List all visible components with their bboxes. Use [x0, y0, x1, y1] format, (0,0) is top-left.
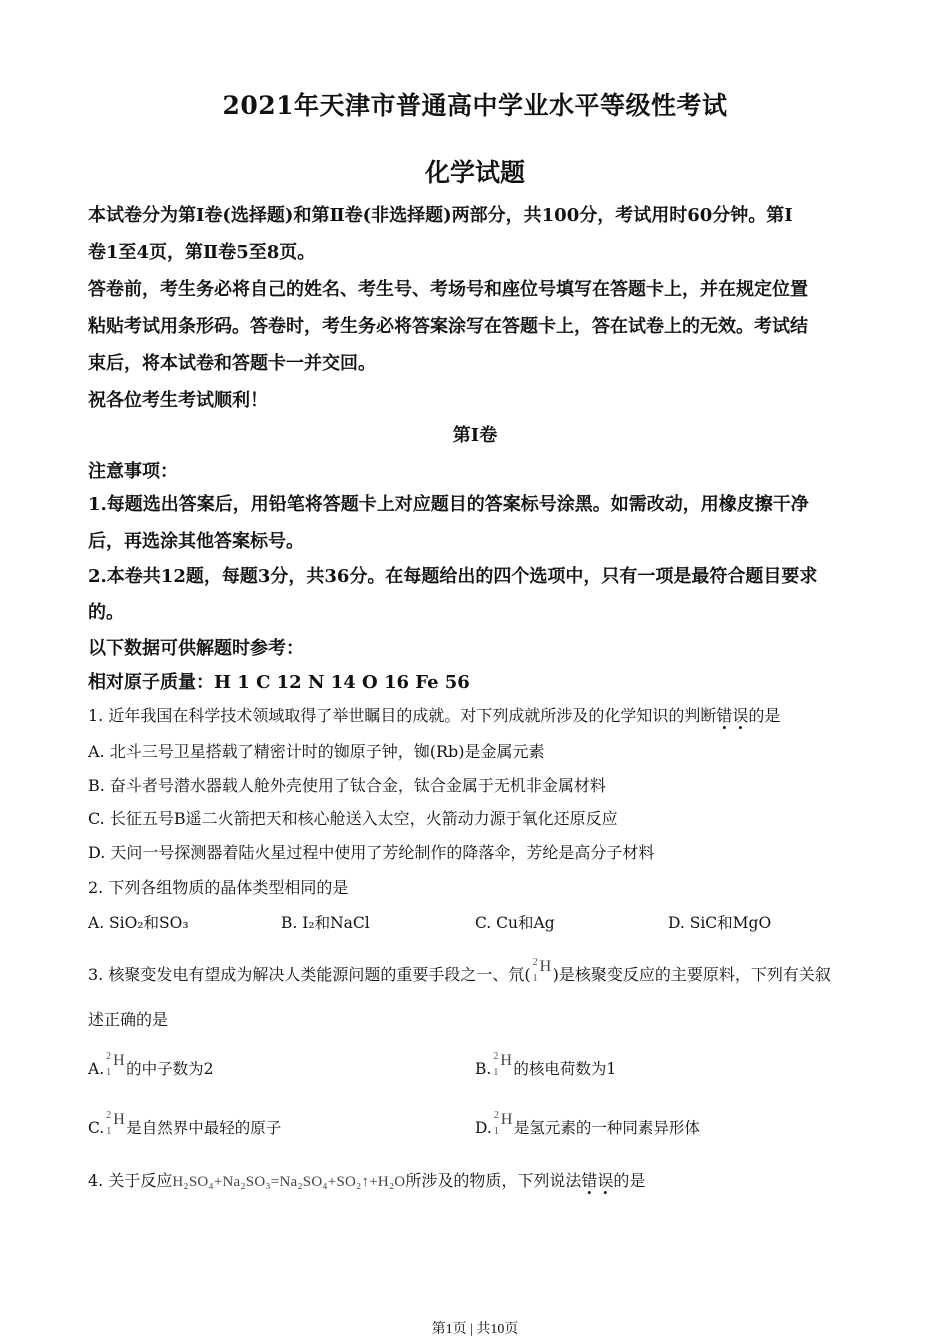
- element-symbol: H: [500, 1111, 513, 1128]
- q2-option-a: A. SiO₂和SO₃: [88, 914, 189, 932]
- q3-option-b: [475, 1052, 616, 1080]
- q1-stem-end: 的是: [748, 706, 781, 725]
- intro-line-1: 本试卷分为第Ⅰ卷(选择题)和第Ⅱ卷(非选择题)两部分，共100分，考试用时60分钟。第Ⅰ: [88, 205, 793, 226]
- q4-stem-end: 的是: [613, 1171, 646, 1190]
- q3-option-d: [475, 1111, 700, 1139]
- exam-title: 2021年天津市普通高中学业水平等级性考试: [222, 91, 728, 120]
- note-2a: 2.本卷共12题，每题3分，共36分。在每题给出的四个选项中，只有一项是最符合题目要求: [88, 566, 818, 587]
- section-heading: 第Ⅰ卷: [452, 425, 498, 446]
- q3-stem: [88, 958, 878, 986]
- q2-stem: 2. 下列各组物质的晶体类型相同的是: [88, 878, 349, 897]
- deuterium-symbol: [491, 1052, 513, 1078]
- q2-option-c: C. Cu和Ag: [475, 914, 555, 932]
- deuterium-symbol: [104, 1111, 126, 1137]
- note-1b: 后，再选涂其他答案标号。: [88, 531, 304, 552]
- q3-stem-line-2: 述正确的是: [88, 1010, 169, 1029]
- reaction-equation: H₂SO₄+Na₂SO₃=Na₂SO₄+SO₂↑+H₂O: [172, 1174, 406, 1190]
- note-2b: 的。: [88, 602, 124, 623]
- q2-option-b: B. I₂和NaCl: [281, 914, 370, 932]
- q2-option-d: D. SiC和MgO: [668, 914, 772, 932]
- page-footer: 第1页 | 共10页: [431, 1322, 519, 1337]
- intro-line-4: 粘贴考试用条形码。答卷时，考生务必将答案涂写在答题卡上，答在试卷上的无效。考试结: [88, 316, 808, 337]
- atomic-number: 1: [493, 1067, 499, 1078]
- element-symbol: H: [113, 1111, 125, 1128]
- q4-emphasis-char-1: 错: [581, 1171, 598, 1190]
- q1-option-b: B. 奋斗者号潜水器载人舱外壳使用了钛合金，钛合金属于无机非金属材料: [88, 776, 606, 795]
- q1-option-c: C. 长征五号B遥二火箭把天和核心舱送入太空，火箭动力源于氧化还原反应: [88, 809, 618, 828]
- q3-option-c-text: 是自然界中最轻的原子: [126, 1119, 282, 1137]
- reference-title: 以下数据可供解题时参考：: [88, 638, 304, 659]
- q4-stem: [88, 1170, 878, 1193]
- mass-number: 2: [493, 1051, 499, 1062]
- atomic-number: 1: [106, 1126, 112, 1137]
- element-symbol: H: [113, 1052, 125, 1069]
- intro-line-3: 答卷前，考生务必将自己的姓名、考生号、考场号和座位号填写在答题卡上，并在规定位置: [88, 279, 808, 300]
- q3-option-b-text: 的核电荷数为1: [513, 1060, 617, 1078]
- q3-option-b-label: B.: [475, 1060, 492, 1078]
- q4-stem-mid: 所涉及的物质，下列说法: [405, 1171, 582, 1190]
- mass-number: 2: [106, 1110, 112, 1121]
- q1-emphasis-char-2: 误: [732, 706, 749, 725]
- atomic-mass-line: 相对原子质量：H 1 C 12 N 14 O 16 Fe 56: [88, 672, 470, 693]
- intro-line-6: 祝各位考生考试顺利！: [88, 390, 268, 411]
- atomic-number: 1: [106, 1067, 112, 1078]
- element-symbol: H: [500, 1052, 512, 1069]
- mass-number: 2: [532, 957, 538, 968]
- mass-number: 2: [106, 1051, 112, 1062]
- note-1a: 1.每题选出答案后，用铅笔将答题卡上对应题目的答案标号涂黑。如需改动，用橡皮擦干净: [88, 494, 809, 515]
- q3-option-c-label: C.: [88, 1119, 105, 1137]
- notes-title: 注意事项：: [88, 461, 178, 482]
- q3-stem-end: )是核聚变反应的主要原料，下列有关叙: [552, 965, 831, 984]
- deuterium-symbol: [492, 1111, 514, 1137]
- element-symbol: H: [539, 958, 552, 975]
- q1-option-a: A. 北斗三号卫星搭载了精密计时的铷原子钟，铷(Rb)是金属元素: [88, 742, 545, 761]
- mass-number: 2: [493, 1110, 499, 1121]
- q3-option-a: [88, 1052, 214, 1080]
- atomic-number: 1: [532, 973, 538, 984]
- q3-option-c: [88, 1111, 281, 1139]
- q4-stem-text: 4. 关于反应: [88, 1171, 173, 1190]
- q1-emphasis-char-1: 错: [716, 706, 733, 725]
- q4-emphasis-char-2: 误: [597, 1171, 614, 1190]
- q3-option-d-label: D.: [475, 1119, 492, 1137]
- q3-option-d-text: 是氢元素的一种同素异形体: [513, 1119, 700, 1137]
- q1-stem: [88, 705, 878, 727]
- q1-option-d: D. 天问一号探测器着陆火星过程中使用了芳纶制作的降落伞，芳纶是高分子材料: [88, 843, 655, 862]
- q3-stem-text: 3. 核聚变发电有望成为解决人类能源问题的重要手段之一、氘(: [88, 965, 531, 984]
- deuterium-symbol: [531, 958, 553, 984]
- q3-option-a-text: 的中子数为2: [126, 1060, 214, 1078]
- intro-line-2: 卷1至4页，第Ⅱ卷5至8页。: [88, 242, 316, 263]
- deuterium-symbol: [104, 1052, 126, 1078]
- q1-stem-text: 1. 近年我国在科学技术领域取得了举世瞩目的成就。对下列成就所涉及的化学知识的判断: [88, 706, 717, 725]
- q3-option-a-label: A.: [88, 1060, 105, 1078]
- exam-subtitle: 化学试题: [424, 158, 525, 187]
- atomic-number: 1: [493, 1126, 499, 1137]
- intro-line-5: 束后，将本试卷和答题卡一并交回。: [88, 353, 376, 374]
